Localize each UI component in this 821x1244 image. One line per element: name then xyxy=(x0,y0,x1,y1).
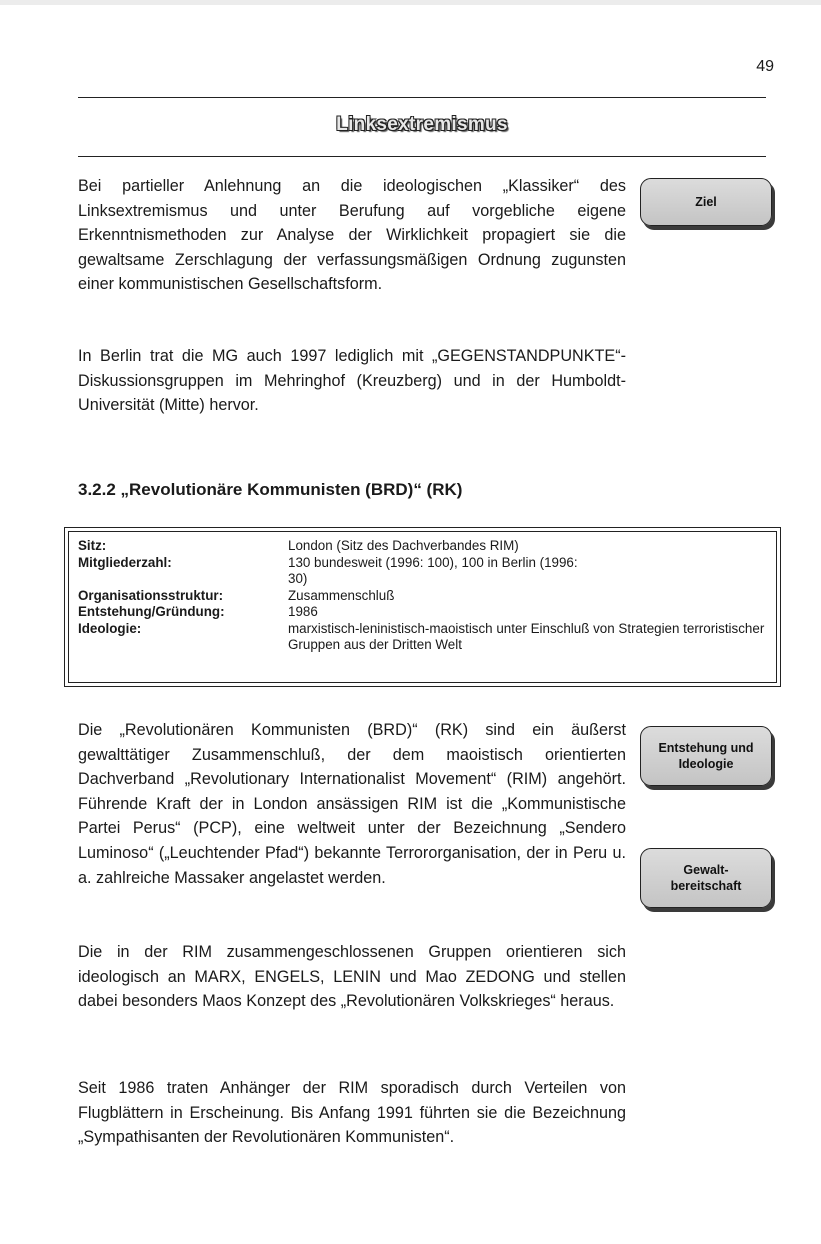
margin-tag-entstehung-ideologie: Entstehung und Ideologie xyxy=(640,726,772,786)
infobox-row xyxy=(78,538,768,555)
paragraph-rk-description: Die „Revolutionären Kommunisten (BRD)“ (RK) sind ein äußerst gewalttätiger Zusammenschluß, der dem maoistisch orientierten Dachverband „Revolutionary Internationalist Movement“ (RIM) angehört. Führende Kraft der in London ansässigen RIM ist die „Kommunistische Partei Perus“ (PCP), eine weltweit unter der Bezeichnung „Sendero Luminoso“ („Leuchtender Pfad“) bekannte Terrororganisation, der in Peru u. a. zahlreiche Massaker angelastet werden. xyxy=(78,721,626,887)
paragraph-ziel: Bei partieller Anlehnung an die ideologischen „Klassiker“ des Linksextremismus und unter Berufung auf vorgebliche eigene Erkenntnismethoden zur Analyse der Wirklichkeit propagiert sie die gewaltsame Zerschlagung der verfassungsmäßigen Ordnung zugunsten einer kommunistischen Gesellschaftsform. xyxy=(78,177,626,294)
infobox-label-entstehung: Entstehung/Gründung: xyxy=(78,604,225,619)
scan-top-edge xyxy=(0,0,821,5)
paragraph-rim-history: Seit 1986 traten Anhänger der RIM sporadisch durch Verteilen von Flugblättern in Erscheinung. Bis Anfang 1991 führten sie die Bezeichnung „Sympathisanten der Revolutionären Kommunisten“. xyxy=(78,1079,626,1147)
paragraph-mg-berlin: In Berlin trat die MG auch 1997 lediglich mit „GEGENSTANDPUNKTE“-Diskussionsgruppen im Mehringhof (Kreuzberg) und in der Humboldt-Universität (Mitte) hervor. xyxy=(78,347,626,415)
infobox-row xyxy=(78,621,768,654)
infobox-value-organisationsstruktur: Zusammenschluß xyxy=(288,587,395,603)
section-heading: 3.2.2 „Revolutionäre Kommunisten (BRD)“ (RK) xyxy=(78,480,463,499)
paragraph-rim-ideology: Die in der RIM zusammengeschlossenen Gruppen orientieren sich ideologisch an MARX, ENGELS, LENIN und Mao ZEDONG und stellen dabei besonders Maos Konzept des „Revolutionären Volkskrieges“ heraus. xyxy=(78,943,626,1011)
infobox-row xyxy=(78,555,768,588)
organisation-infobox xyxy=(64,527,781,687)
chapter-title: Linksextremismus xyxy=(336,114,508,135)
margin-tag-gewaltbereitschaft: Gewalt-bereitschaft xyxy=(640,848,772,908)
infobox-label-sitz: Sitz: xyxy=(78,538,107,553)
title-bottom-rule xyxy=(78,156,766,157)
infobox-value-mitgliederzahl: 130 bundesweit (1996: 100), 100 in Berlin (1996: 30) xyxy=(288,554,578,586)
infobox-inner-frame xyxy=(68,531,777,683)
infobox-value-sitz: London (Sitz des Dachverbandes RIM) xyxy=(288,538,519,553)
infobox-label-ideologie: Ideologie: xyxy=(78,620,142,636)
infobox-value-ideologie: marxistisch-leninistisch-maoistisch unter Einschluß von Strategien terroristischer Gruppen aus der Dritten Welt xyxy=(288,620,765,652)
title-top-rule xyxy=(78,97,766,98)
infobox-label-mitgliederzahl: Mitgliederzahl: xyxy=(78,554,172,570)
infobox-row xyxy=(78,588,768,605)
infobox-label-organisationsstruktur: Organisationsstruktur: xyxy=(78,587,224,603)
infobox-table xyxy=(78,538,768,654)
infobox-value-entstehung: 1986 xyxy=(288,604,318,619)
page-number: 49 xyxy=(756,58,774,75)
infobox-row xyxy=(78,604,768,621)
margin-tag-ziel: Ziel xyxy=(640,178,772,226)
